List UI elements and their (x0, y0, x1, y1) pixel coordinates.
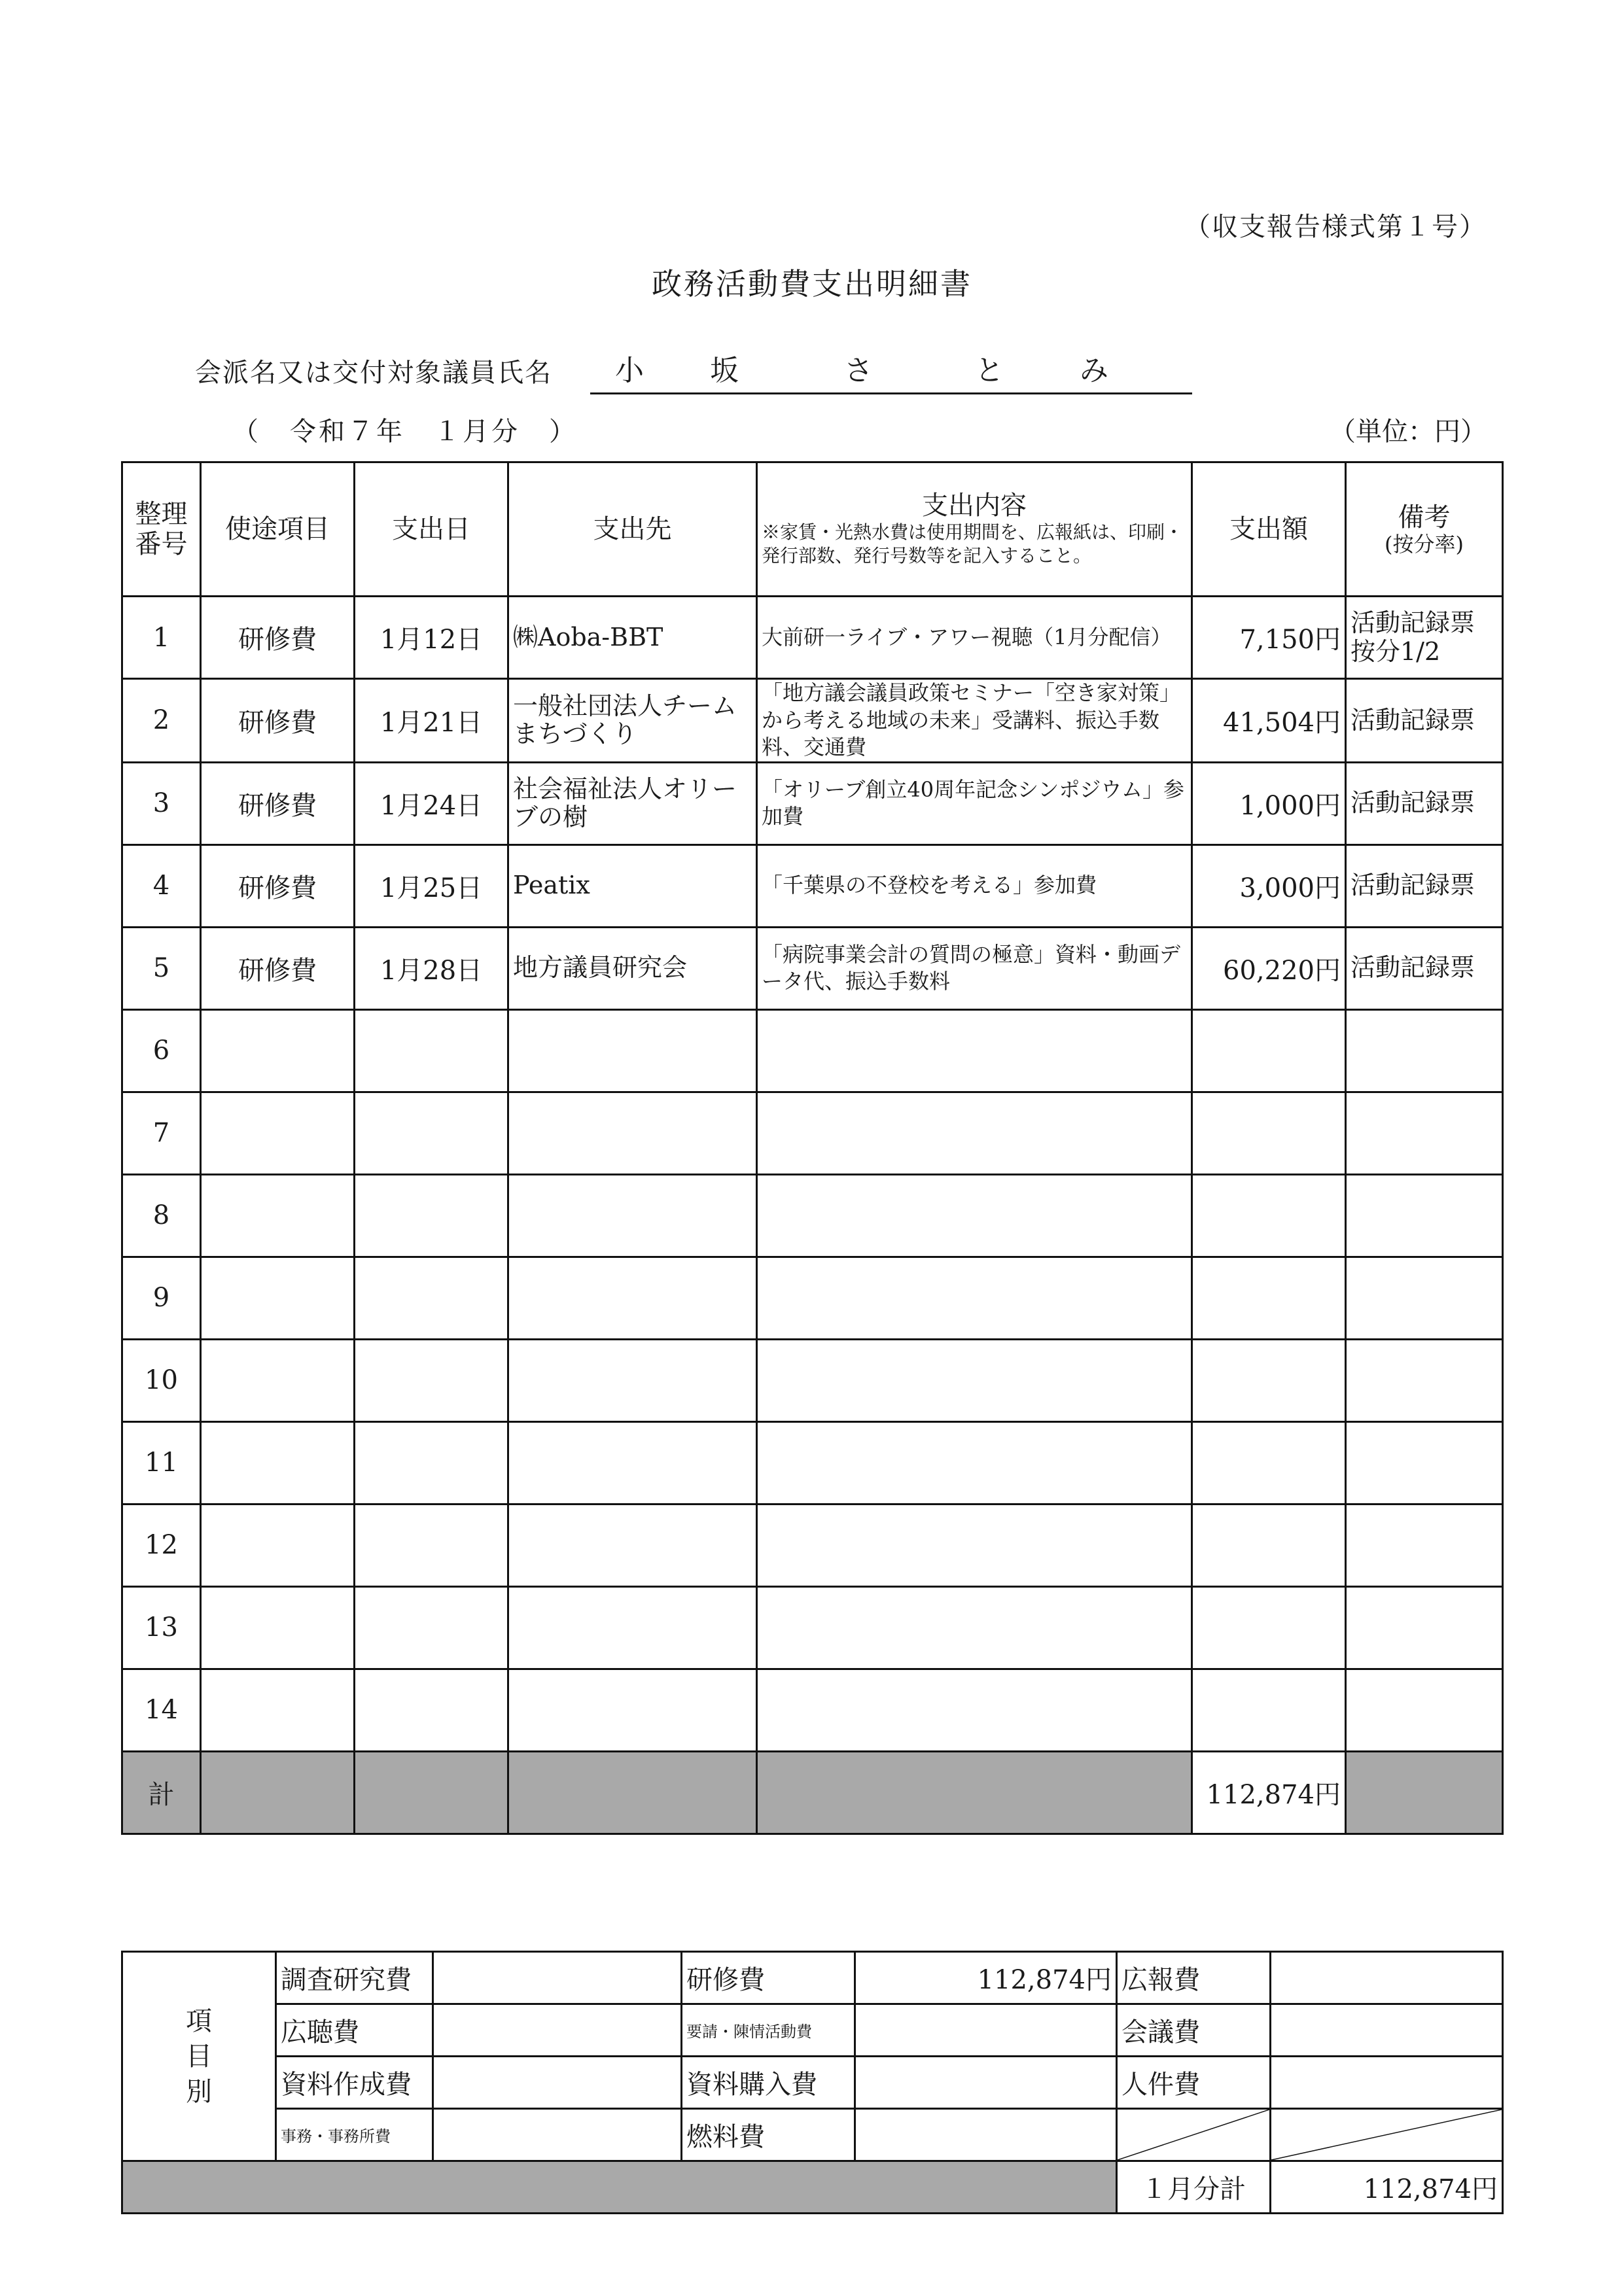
row-category (201, 1092, 355, 1174)
summary-label: 研修費 (682, 1952, 855, 2004)
row-date (355, 1504, 508, 1586)
table-row (122, 1339, 1503, 1421)
row-number: 5 (122, 927, 201, 1009)
summary-value (855, 2057, 1117, 2109)
summary-label: 燃料費 (682, 2109, 855, 2161)
row-amount: 1,000円 (1192, 762, 1346, 844)
row-date: 1月28日 (355, 927, 508, 1009)
row-number: 4 (122, 844, 201, 927)
summary-value (433, 2057, 682, 2109)
row-amount (1192, 1009, 1346, 1092)
unit-label: （単位：円） (1330, 417, 1487, 447)
header-content-note: ※家賃・光熱水費は使用期間を、広報紙は、印刷・発行部数、発行号数等を記入すること。 (762, 521, 1184, 566)
table-row (122, 679, 1503, 763)
row-content (757, 1009, 1192, 1092)
row-category (201, 1257, 355, 1339)
summary-label: 資料購入費 (682, 2057, 855, 2109)
summary-label: 調査研究費 (276, 1952, 433, 2004)
table-row (122, 1669, 1503, 1751)
summary-value (1271, 1952, 1503, 2004)
row-remarks (1346, 1174, 1503, 1257)
table-body (122, 597, 1503, 1752)
row-category: 研修費 (201, 844, 355, 927)
table-row (122, 1504, 1503, 1586)
table-header-row (122, 462, 1503, 597)
row-date (355, 1257, 508, 1339)
period: （ 令和７年 １月分 ） (232, 417, 578, 447)
header-category: 使途項目 (201, 462, 355, 597)
row-content (757, 1504, 1192, 1586)
row-amount (1192, 1339, 1346, 1421)
row-number: 8 (122, 1174, 201, 1257)
row-payee (508, 1257, 757, 1339)
summary-crossed-cell (1271, 2109, 1503, 2161)
row-number: 14 (122, 1669, 201, 1751)
row-number: 1 (122, 597, 201, 679)
diagonal-line (1118, 2110, 1269, 2160)
row-remarks (1346, 1669, 1503, 1751)
row-content: 「地方議会議員政策セミナー「空き家対策」から考える地域の未来」受講料、振込手数料、交通費 (757, 679, 1192, 763)
header-no: 整理番号 (122, 462, 201, 597)
table-row (122, 1092, 1503, 1174)
row-content (757, 1421, 1192, 1504)
summary-label: 人件費 (1117, 2057, 1271, 2109)
row-payee (508, 1174, 757, 1257)
summary-label: 事務・事務所費 (276, 2109, 433, 2161)
table-row (122, 762, 1503, 844)
row-category: 研修費 (201, 597, 355, 679)
total-blank (355, 1751, 508, 1834)
row-number: 12 (122, 1504, 201, 1586)
form-number: （収支報告様式第１号） (1184, 212, 1487, 242)
member-name-char: さ (844, 354, 873, 387)
member-name-char: 坂 (710, 354, 739, 387)
row-payee (508, 1669, 757, 1751)
row-amount (1192, 1504, 1346, 1586)
row-amount: 7,150円 (1192, 597, 1346, 679)
header-remarks (1346, 462, 1503, 597)
row-content (757, 1092, 1192, 1174)
row-category (201, 1421, 355, 1504)
summary-side-label (122, 1952, 276, 2161)
header-amount: 支出額 (1192, 462, 1346, 597)
member-name-char: 小 (615, 354, 644, 387)
diagonal-line (1271, 2110, 1502, 2160)
summary-value (855, 2109, 1117, 2161)
row-category (201, 1669, 355, 1751)
row-content (757, 1257, 1192, 1339)
table-row (122, 1421, 1503, 1504)
row-number: 10 (122, 1339, 201, 1421)
total-blank (1346, 1751, 1503, 1834)
row-category (201, 1504, 355, 1586)
summary-value (433, 1952, 682, 2004)
row-date (355, 1092, 508, 1174)
summary-value (1271, 2004, 1503, 2057)
row-number: 13 (122, 1586, 201, 1669)
summary-crossed-cell (1117, 2109, 1271, 2161)
row-category: 研修費 (201, 762, 355, 844)
row-amount: 3,000円 (1192, 844, 1346, 927)
row-date (355, 1586, 508, 1669)
table-row (122, 927, 1503, 1009)
header-remarks-sub: (按分率) (1385, 531, 1464, 557)
row-content (757, 1174, 1192, 1257)
table-row (122, 1009, 1503, 1092)
total-blank (508, 1751, 757, 1834)
row-remarks (1346, 1339, 1503, 1421)
header-remarks-title: 備考 (1398, 502, 1451, 532)
summary-value (1271, 2057, 1503, 2109)
row-amount (1192, 1174, 1346, 1257)
row-content: 「オリーブ創立40周年記念シンポジウム」参加費 (757, 762, 1192, 844)
summary-value: 112,874円 (855, 1952, 1117, 2004)
row-remarks (1346, 1586, 1503, 1669)
row-remarks (1346, 1092, 1503, 1174)
row-category (201, 1009, 355, 1092)
expense-table (121, 461, 1504, 1835)
row-category (201, 1174, 355, 1257)
table-row (122, 844, 1503, 927)
total-label: 計 (122, 1751, 201, 1834)
table-row (122, 1174, 1503, 1257)
summary-label: 資料作成費 (276, 2057, 433, 2109)
total-row (122, 1751, 1503, 1834)
member-name-char: み (1080, 354, 1108, 387)
summary-value (855, 2004, 1117, 2057)
row-category: 研修費 (201, 927, 355, 1009)
row-payee (508, 1504, 757, 1586)
row-number: 9 (122, 1257, 201, 1339)
row-content: 「病院事業会計の質問の極意」資料・動画データ代、振込手数料 (757, 927, 1192, 1009)
row-date: 1月25日 (355, 844, 508, 927)
row-content: 「千葉県の不登校を考える」参加費 (757, 844, 1192, 927)
member-label: 会派名又は交付対象議員氏名 (195, 358, 552, 388)
row-payee: ㈱Aoba-BBT (508, 597, 757, 679)
row-amount: 60,220円 (1192, 927, 1346, 1009)
row-date: 1月24日 (355, 762, 508, 844)
summary-label: 広報費 (1117, 1952, 1271, 2004)
document-title: 政務活動費支出明細書 (652, 266, 972, 302)
summary-label: 広聴費 (276, 2004, 433, 2057)
row-category: 研修費 (201, 679, 355, 763)
month-total-value: 112,874円 (1271, 2161, 1503, 2214)
row-payee: Peatix (508, 844, 757, 927)
row-payee: 社会福祉法人オリーブの樹 (508, 762, 757, 844)
row-remarks (1346, 1009, 1503, 1092)
member-name-char: と (975, 354, 1004, 387)
category-summary-table (121, 1951, 1504, 2214)
row-date (355, 1669, 508, 1751)
row-content (757, 1339, 1192, 1421)
member-name (590, 347, 1192, 394)
row-amount (1192, 1257, 1346, 1339)
row-date (355, 1009, 508, 1092)
row-remarks (1346, 1257, 1503, 1339)
row-content (757, 1669, 1192, 1751)
row-date (355, 1421, 508, 1504)
summary-shaded-area (122, 2161, 1117, 2214)
row-payee (508, 1339, 757, 1421)
total-blank (201, 1751, 355, 1834)
row-payee: 一般社団法人チームまちづくり (508, 679, 757, 763)
row-payee: 地方議員研究会 (508, 927, 757, 1009)
row-amount (1192, 1421, 1346, 1504)
row-amount (1192, 1092, 1346, 1174)
row-number: 6 (122, 1009, 201, 1092)
row-payee (508, 1421, 757, 1504)
row-payee (508, 1092, 757, 1174)
header-date: 支出日 (355, 462, 508, 597)
table-row (122, 1257, 1503, 1339)
row-number: 3 (122, 762, 201, 844)
row-remarks: 活動記録票 (1346, 762, 1503, 844)
row-date: 1月12日 (355, 597, 508, 679)
row-amount (1192, 1586, 1346, 1669)
row-date: 1月21日 (355, 679, 508, 763)
summary-label: 要請・陳情活動費 (682, 2004, 855, 2057)
row-payee (508, 1586, 757, 1669)
summary-value (433, 2109, 682, 2161)
header-payee: 支出先 (508, 462, 757, 597)
summary-label: 会議費 (1117, 2004, 1271, 2057)
row-amount: 41,504円 (1192, 679, 1346, 763)
row-category (201, 1586, 355, 1669)
row-remarks (1346, 1504, 1503, 1586)
row-remarks: 活動記録票 (1346, 679, 1503, 763)
row-remarks (1346, 1421, 1503, 1504)
summary-side-label-text: 項 目 別 (186, 2006, 212, 2107)
row-remarks: 活動記録票 (1346, 844, 1503, 927)
row-payee (508, 1009, 757, 1092)
row-amount (1192, 1669, 1346, 1751)
month-total-label: １月分計 (1117, 2161, 1271, 2214)
summary-value (433, 2004, 682, 2057)
row-date (355, 1339, 508, 1421)
row-number: 11 (122, 1421, 201, 1504)
table-row (122, 597, 1503, 679)
header-content (757, 462, 1192, 597)
header-content-title: 支出内容 (922, 490, 1027, 521)
row-number: 7 (122, 1092, 201, 1174)
row-category (201, 1339, 355, 1421)
row-content (757, 1586, 1192, 1669)
total-amount: 112,874円 (1192, 1751, 1346, 1834)
row-number: 2 (122, 679, 201, 763)
row-remarks: 活動記録票 (1346, 927, 1503, 1009)
row-content: 大前研一ライブ・アワー視聴（1月分配信） (757, 597, 1192, 679)
row-date (355, 1174, 508, 1257)
table-row (122, 1586, 1503, 1669)
row-remarks: 活動記録票按分1/2 (1346, 597, 1503, 679)
total-blank (757, 1751, 1192, 1834)
